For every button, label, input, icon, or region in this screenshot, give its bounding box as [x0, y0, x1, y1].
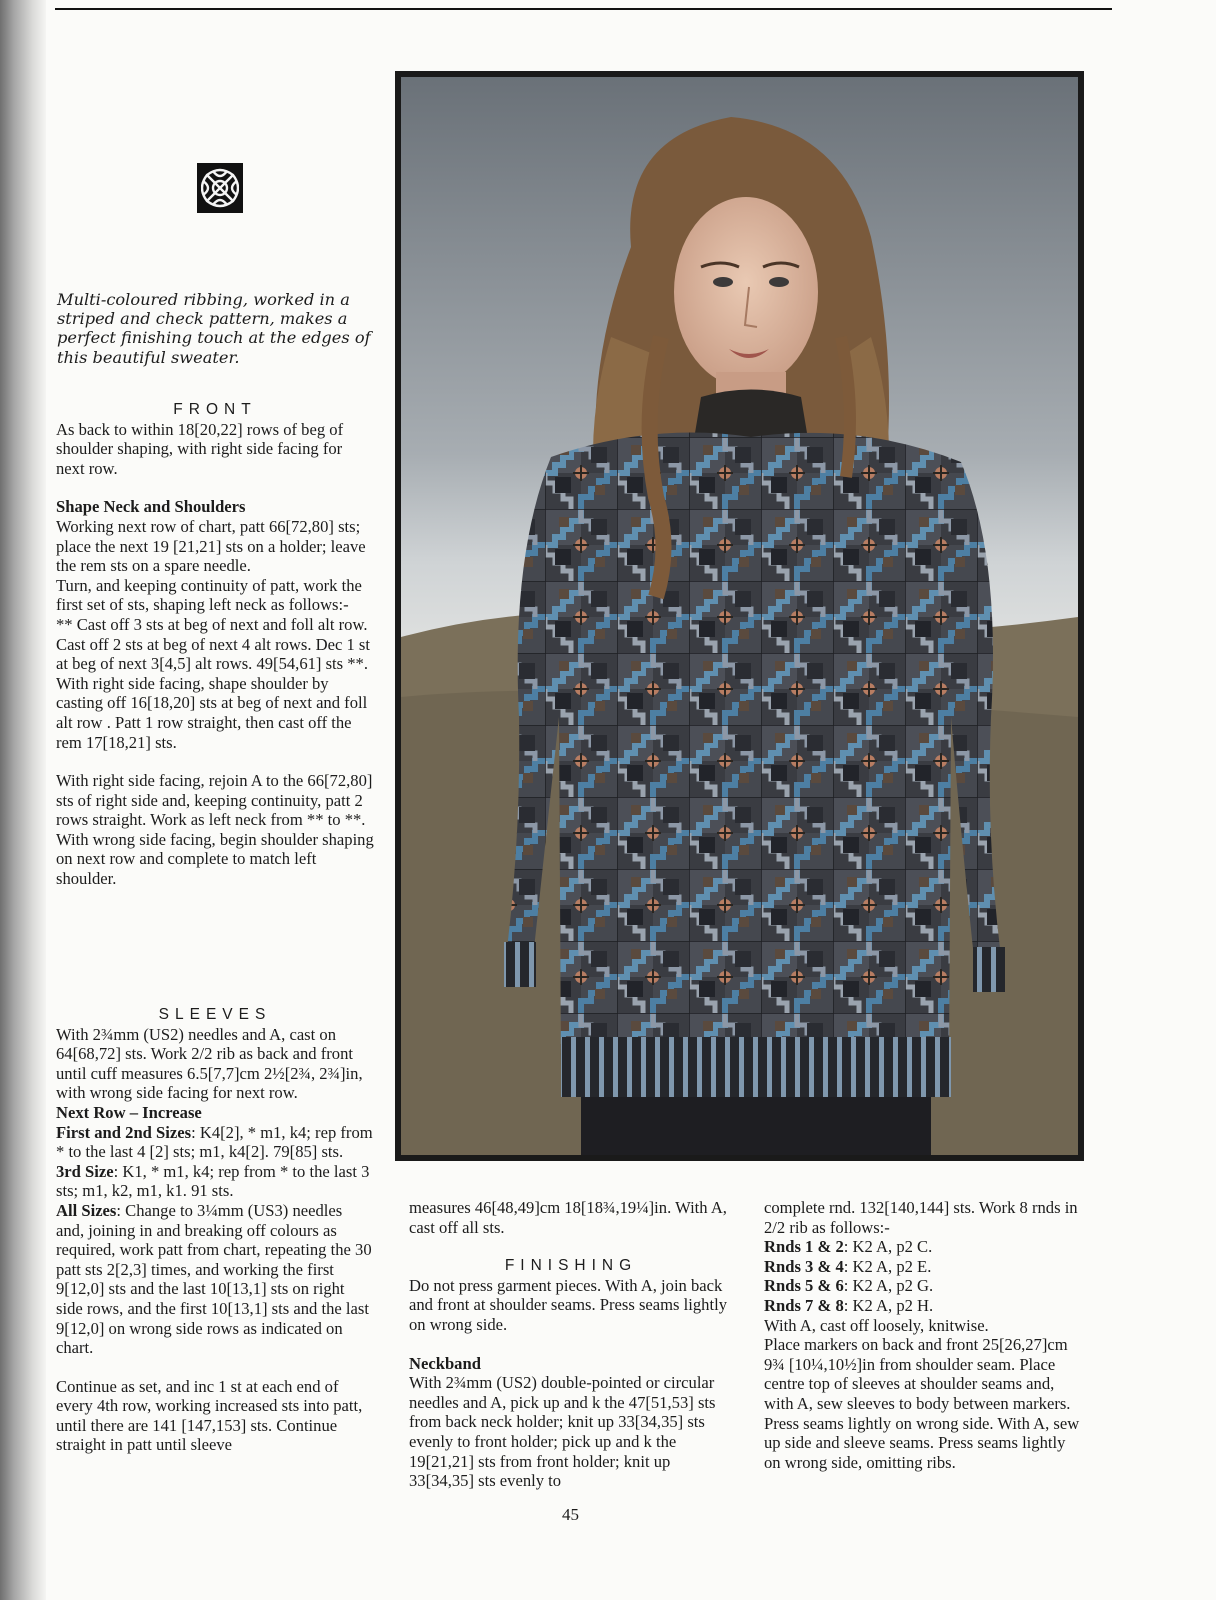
finishing-paragraph: Do not press garment pieces. With A, join back and front at shoulder seams. Press seams lightly on wrong side. — [409, 1275, 727, 1334]
sleeves-paragraph: With 2¾mm (US2) needles and A, cast on 64[68,72] sts. Work 2/2 rib as back and front until cuff measures 6.5[7,7]cm 2½[2¾, 2¾]in, with wrong side facing for next row. — [56, 1024, 363, 1103]
left-column — [56, 400, 374, 889]
shape-neck-heading: Shape Neck and Shoulders — [56, 497, 246, 517]
neckband-heading: Neckband — [409, 1353, 481, 1373]
rnd-instruction: Rnds 1 & 2: K2 A, p2 C. — [764, 1237, 933, 1257]
front-heading: FRONT — [173, 401, 257, 418]
right-paragraph: Place markers on back and front 25[26,27]cm 9¾ [10¼,10½]in from shoulder seam. Place centre top of sleeves at shoulder seams and, with A, sew sleeves to body between markers. Press seams lightly on wrong side. With A, sew up side and sleeve seams. Press seams lightly on wrong side, omitting ribs. — [764, 1335, 1080, 1472]
page-number: 45 — [562, 1505, 579, 1524]
right-paragraph: With A, cast off loosely, knitwise. — [764, 1315, 989, 1335]
photo-caption: Multi-coloured ribbing, worked in a striped and check pattern, makes a perfect finishing touch at the edges of this beautiful sweater. — [57, 290, 371, 367]
sleeves-heading: SLEEVES — [158, 1006, 272, 1023]
size-instruction: First and 2nd Sizes: K4[2], * m1, k4; rep from * to the last 4 [2] sts; m1, k4[2]. 79[85] sts. — [56, 1122, 373, 1162]
front-paragraph: With right side facing, shape shoulder by casting off 16[18,20] sts at beg of next and foll alt row . Patt 1 row straight, then cast off the rem 17[18,21] sts. — [56, 673, 368, 752]
neckband-paragraph: With 2¾mm (US2) double-pointed or circular needles and A, pick up and k the 47[51,53] sts from back neck holder; knit up 33[34,35] sts evenly to front holder; pick up and k the 19[21,21] sts from front holder; knit up 33[34,35] sts evenly to — [409, 1373, 716, 1491]
front-paragraph: Turn, and keeping continuity of patt, work the first set of sts, shaping left neck as follows:- — [56, 575, 362, 615]
increase-heading: Next Row – Increase — [56, 1102, 202, 1122]
front-paragraph: ** Cast off 3 sts at beg of next and foll alt row. Cast off 2 sts at beg of next 4 alt rows. Dec 1 st at beg of next 3[4,5] alt rows. 49[54,61] sts **. — [56, 614, 371, 674]
top-rule — [55, 8, 1112, 10]
front-intro: As back to within 18[20,22] rows of beg of shoulder shaping, with right side facing for next row. — [56, 419, 344, 478]
right-column — [764, 1198, 1086, 1472]
sleeves-section — [56, 1005, 374, 1455]
middle-column — [409, 1198, 733, 1491]
rnd-instruction: Rnds 7 & 8: K2 A, p2 H. — [764, 1295, 934, 1315]
middle-paragraph: measures 46[48,49]cm 18[18¾,19¼]in. With A, cast off all sts. — [409, 1198, 727, 1237]
page-gutter-shadow — [0, 0, 46, 1600]
finishing-heading: FINISHING — [504, 1257, 638, 1275]
size-instruction: All Sizes: Change to 3¼mm (US3) needles and, joining in and breaking off colours as required, work patt from chart, repeating the 30 patt sts 2[2,3] times, and working the first 9[12,0] sts and the last 10[13,1] sts on right side rows, and the first 10[13,1] sts and the last 9[12,0] on wrong side rows as indicated on chart. — [56, 1200, 372, 1358]
front-paragraph: Working next row of chart, patt 66[72,80] sts; place the next 19 [21,21] sts on a holder; leave the rem sts on a spare needle. — [56, 516, 366, 576]
sweater-photo — [395, 71, 1084, 1161]
celtic-knot-icon — [197, 163, 243, 213]
front-paragraph: With right side facing, rejoin A to the 66[72,80] sts of right side and, keeping continuity, patt 2 rows straight. Work as left neck from ** to **. With wrong side facing, begin shoulder shaping on next row and complete to match left shoulder. — [56, 771, 374, 889]
rnd-instruction: Rnds 3 & 4: K2 A, p2 E. — [764, 1256, 932, 1276]
sleeves-paragraph: Continue as set, and inc 1 st at each end of every 4th row, working increased sts into patt, until there are 141 [147,153] sts. Continue straight in patt until sleeve — [56, 1376, 363, 1455]
size-instruction: 3rd Size: K1, * m1, k4; rep from * to the last 3 sts; m1, k2, m1, k1. 91 sts. — [56, 1161, 370, 1201]
rnd-instruction: Rnds 5 & 6: K2 A, p2 G. — [764, 1276, 934, 1296]
right-paragraph: complete rnd. 132[140,144] sts. Work 8 rnds in 2/2 rib as follows:- — [764, 1198, 1078, 1237]
